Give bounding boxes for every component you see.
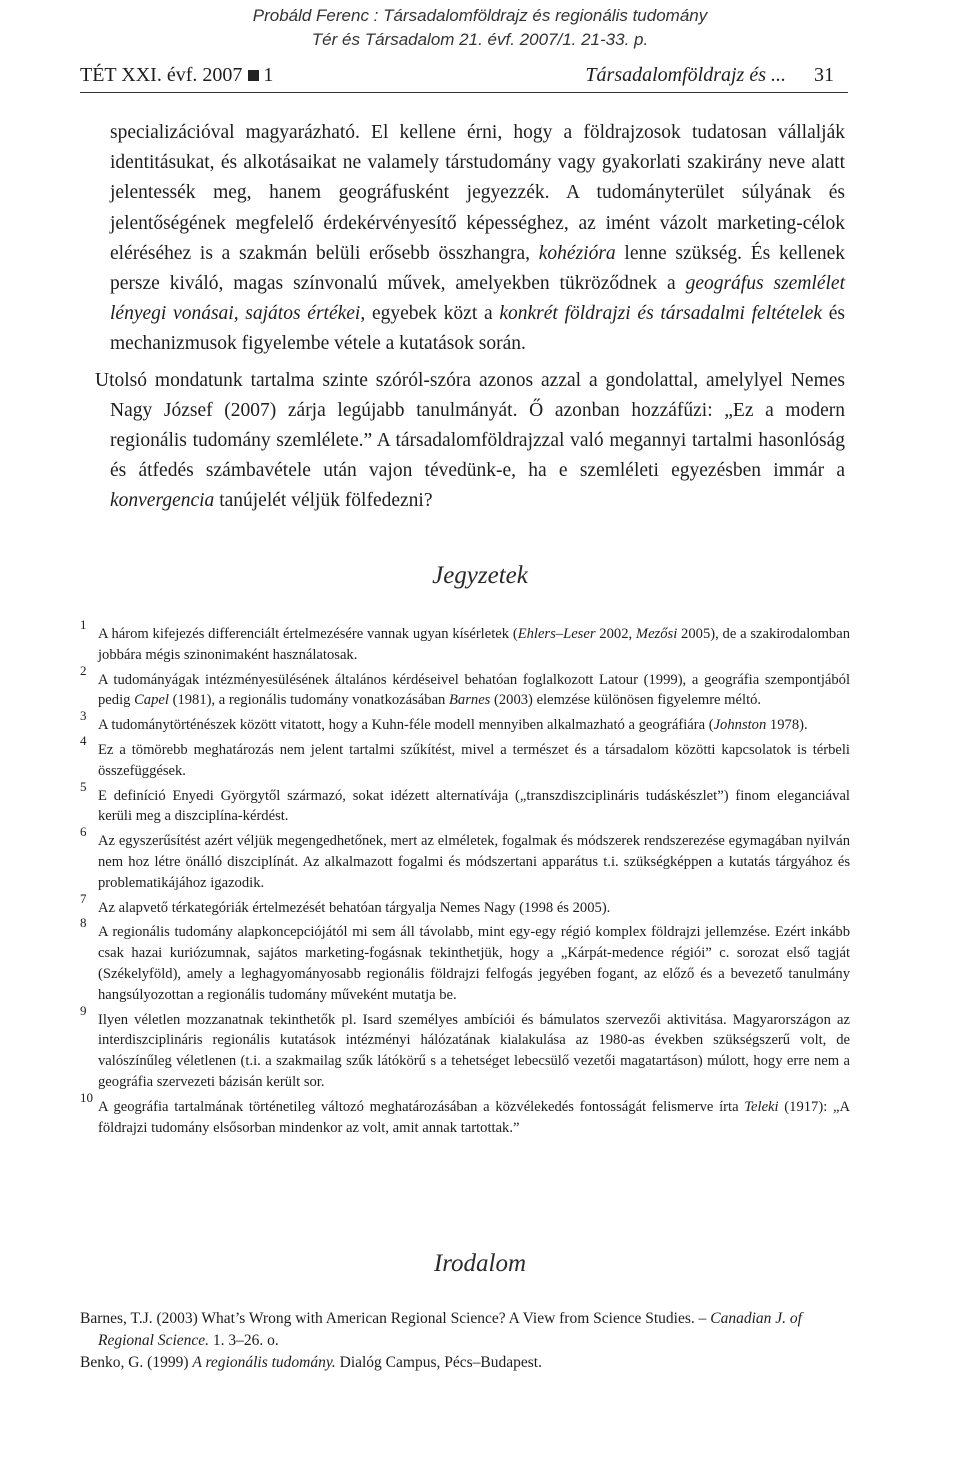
- journal-info: [80, 64, 273, 87]
- footnote: 4 Ez a tömörebb meghatározás nem jelent tartalmi szűkítést, mivel a természet és a társadalom közötti kapcsolatok is térbeli összefüggések.: [80, 732, 850, 779]
- footnote: 6 Az egyszerűsítést azért véljük megengedhetőnek, mert az elméletek, fogalmak és módszerek rendszerezése egymagában nyilván nem hoz létre önálló diszciplínát. Az alkalmazott fogalmi és módszertani apparátus t.i. szükségképpen a kutatás tárgyához és problematikájához igazodik.: [80, 824, 850, 891]
- running-header: [80, 62, 848, 93]
- paragraph-2: Utolsó mondatunk tartalma szinte szóról-szóra azonos azzal a gondolattal, amelylyel Nemes Nagy József (2007) zárja legújabb tanulmányát. Ő azonban hozzáfűzi: „Ez a modern regionális tudomány szemlélete.” A társadalomföldrajzzal való megannyi tartalmi hasonlóság és átfedés számbavétele után vajon tévedünk-e, ha e szemléleti egyezésben immár a konvergencia tanújelét véljük fölfedezni?: [95, 369, 845, 512]
- reference-item: Barnes, T.J. (2003) What’s Wrong with American Regional Science? A View from Science Studies. – Canadian J. of Regional Science. 1. 3–26. o.: [80, 1310, 802, 1349]
- footnote: 1 A három kifejezés differenciált értelmezésére vannak ugyan kísérletek (Ehlers–Leser 2002, Mezősi 2005), de a szakirodalomban jobbára mégis szinonimaként használatosak.: [80, 617, 851, 663]
- footnote: 2 A tudományágak intézményesülésének általános kérdéseivel behatóan foglalkozott Latour (1999), a geográfia szempontjából pedig Capel (1981), a regionális tudomány vonatkozásában Barnes (2003) elemzése különösen figyelemre méltó.: [80, 662, 850, 709]
- page-number: 31: [814, 64, 834, 86]
- source-citation-line1: Probáld Ferenc : Társadalomföldrajz és regionális tudomány: [252, 6, 708, 25]
- references-list: [80, 1308, 850, 1375]
- footnote: 9 Ilyen véletlen mozzanatnak tekinthetők pl. Isard személyes ambíciói és bámulatos szervezői aktivitása. Magyarországon az interdiszciplináris regionális kutatások intézményi hálózatának kialakulása az 1980-as években szükségszerű volt, de valószínűleg véletlenen (t.i. a szakmailag szűk látókörű s a tehetséget lebecsülő vezetői magatartáson) múlott, hogy erre nem a geográfia szervezeti bázisán került sor.: [80, 1002, 850, 1090]
- body-text: [95, 118, 845, 517]
- footnote: 5 E definíció Enyedi Györgytől származó, sokat idézett alternatívája („transzdiszciplináris tudáskészlet”) finom eleganciával kerüli meg a diszciplína-kérdést.: [80, 778, 850, 825]
- square-bullet-icon: [248, 70, 259, 81]
- issue-number: 1: [263, 64, 274, 86]
- section-info: [585, 64, 834, 87]
- footnote: 8 A regionális tudomány alapkoncepciójától mi sem áll távolabb, mint egy-egy régió komplex földrajzi jellemzése. Ezért inkább csak hazai kuriózumnak, sajátos marketing-fogásnak tekinthetjük, hogy a „Kárpát-medence régiói” c. sorozat első tagját (Székelyföld), amely a leghagyományosabb regionális földrajzi felfogás jegyében fogant, az előző és a bevezető tanulmány hangsúlyozottan a regionális tudomány műveként mutatja be.: [80, 915, 850, 1003]
- section-title: Társadalomföldrajz és ...: [585, 64, 786, 86]
- paragraph-1: specializációval magyarázható. El kellene érni, hogy a földrajzosok tudatosan vállalják identitásukat, és alkotásaikat ne valamely társtudomány vagy gyakorlati szakirány neve alatt jelentessék meg, hanem geográfusként jegyezzék. A tudományterület súlyának és jelentőségének megfelelő érdekérvényesítő képességhez, az imént vázolt marketing-célok eléréséhez is a szakmán belüli erősebb összhangra, kohézióra lenne szükség. És kellenek persze kiváló, magas színvonalú művek, amelyekben tükröződnek a geográfus szemlélet lényegi vonásai, sajátos értékei, egyebek közt a konkrét földrajzi és társadalmi feltételek és mechanizmusok figyelembe vétele a kutatások során.: [110, 122, 845, 355]
- notes-heading: Jegyzetek: [432, 562, 528, 589]
- footnote: 10 A geográfia tartalmának történetileg változó meghatározásában a közvélekedés fontosságát felismerve írta Teleki (1917): „A földrajzi tudomány elsősorban mindenkor az volt, amit annak tartottak.”: [80, 1089, 850, 1136]
- footnote: 7 Az alapvető térkategóriák értelmezését behatóan tárgyalja Nemes Nagy (1998 és 2005).: [80, 890, 611, 916]
- journal-name: TÉT XXI. évf. 2007: [80, 64, 243, 86]
- reference-item: Benko, G. (1999) A regionális tudomány. Dialóg Campus, Pécs–Budapest.: [80, 1354, 542, 1371]
- footnote: 3 A tudománytörténészek között vitatott, hogy a Kuhn-féle modell mennyiben alkalmazható a geográfiára (Johnston 1978).: [80, 708, 808, 734]
- references-heading: Irodalom: [433, 1250, 527, 1277]
- source-citation-line2: Tér és Társadalom 21. évf. 2007/1. 21-33. p.: [311, 30, 649, 49]
- footnotes-list: [80, 617, 851, 1142]
